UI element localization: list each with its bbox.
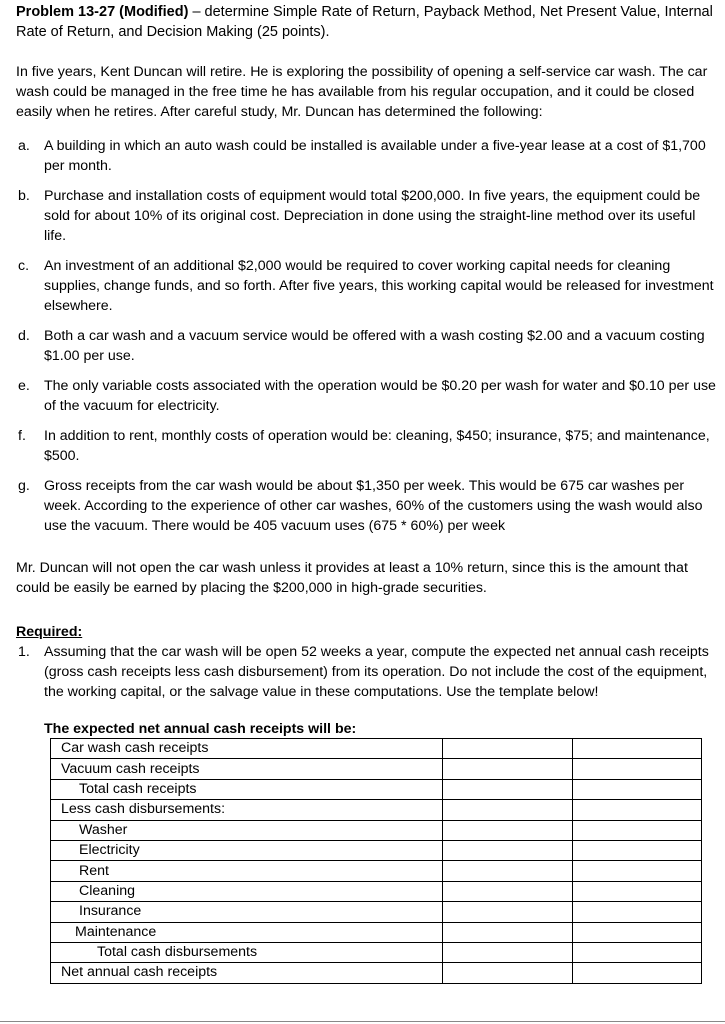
answer-cell[interactable] (443, 739, 572, 759)
closing-paragraph: Mr. Duncan will not open the car wash unless it provides at least a 10% return, since this is the amount that could be easily be earned by placing the $200,000 in high-grade securities. (16, 560, 688, 596)
answer-cell[interactable] (572, 739, 701, 759)
table-row (51, 881, 702, 901)
answer-cell[interactable] (572, 881, 701, 901)
row-label: Cleaning (51, 881, 443, 901)
answer-cell[interactable] (572, 840, 701, 860)
document-page (16, 2, 721, 984)
row-label: Insurance (51, 902, 443, 922)
required-number: 1. (18, 644, 30, 660)
answer-cell[interactable] (443, 800, 572, 820)
table-row (51, 922, 702, 942)
list-text: The only variable costs associated with the operation would be $0.20 per wash for water and $0.10 per use of the vacuum for electricity. (44, 378, 716, 414)
template-heading: The expected net annual cash receipts will be: (44, 721, 357, 737)
table-row (51, 902, 702, 922)
answer-cell[interactable] (572, 800, 701, 820)
required-text: Assuming that the car wash will be open 52 weeks a year, compute the expected net annual cash receipts (gross cash receipts less cash disbursement) from its operation. Do not include the cost of the equipment, the working capital, or the salvage value in these computations. Use the template below! (44, 644, 709, 700)
answer-cell[interactable] (443, 942, 572, 962)
list-text: A building in which an auto wash could be installed is available under a five-year lease at a cost of $1,700 per month. (44, 138, 706, 174)
required-item (16, 642, 721, 702)
answer-cell[interactable] (443, 922, 572, 942)
row-label: Washer (51, 820, 443, 840)
cash-receipts-table (50, 738, 702, 984)
list-letter: f. (18, 428, 26, 444)
list-letter: b. (18, 188, 30, 204)
table-row (51, 800, 702, 820)
list-letter: d. (18, 328, 30, 344)
row-label: Net annual cash receipts (51, 963, 443, 983)
list-text: In addition to rent, monthly costs of operation would be: cleaning, $450; insurance, $75; and maintenance, $500. (44, 428, 710, 464)
facts-list (16, 136, 721, 536)
list-item (16, 136, 721, 176)
answer-cell[interactable] (572, 779, 701, 799)
answer-cell[interactable] (572, 942, 701, 962)
answer-cell[interactable] (443, 963, 572, 983)
list-item (16, 256, 721, 316)
problem-title (16, 2, 721, 42)
list-text: An investment of an additional $2,000 would be required to cover working capital needs for cleaning supplies, change funds, and so forth. After five years, this working capital would be released for investment elsewhere. (44, 258, 714, 314)
answer-cell[interactable] (572, 922, 701, 942)
list-text: Gross receipts from the car wash would be about $1,350 per week. This would be 675 car washes per week. According to the experience of other car washes, 60% of the customers using the wash would also use the vacuum. There would be 405 vacuum uses (675 * 60%) per week (44, 478, 703, 534)
list-text: Purchase and installation costs of equipment would total $200,000. In five years, the equipment could be sold for about 10% of its original cost. Depreciation in done using the straight-line method over its useful life. (44, 188, 701, 244)
answer-cell[interactable] (572, 759, 701, 779)
answer-cell[interactable] (572, 861, 701, 881)
answer-cell[interactable] (572, 963, 701, 983)
answer-cell[interactable] (443, 779, 572, 799)
table-row (51, 759, 702, 779)
row-label: Maintenance (51, 922, 443, 942)
answer-cell[interactable] (572, 902, 701, 922)
list-item (16, 376, 721, 416)
answer-cell[interactable] (443, 820, 572, 840)
row-label: Vacuum cash receipts (51, 759, 443, 779)
table-row (51, 840, 702, 860)
table-row (51, 739, 702, 759)
list-item (16, 476, 721, 536)
required-heading: Required: (16, 624, 83, 640)
list-letter: g. (18, 478, 30, 494)
answer-cell[interactable] (572, 820, 701, 840)
intro-paragraph: In five years, Kent Duncan will retire. He is exploring the possibility of opening a self-service car wash. The car wash could be managed in the free time he has available from his regular occupation, and it could be closed easily when he retires. After careful study, Mr. Duncan has determined the following: (16, 64, 708, 120)
answer-cell[interactable] (443, 902, 572, 922)
answer-cell[interactable] (443, 840, 572, 860)
row-label: Less cash disbursements: (51, 800, 443, 820)
answer-cell[interactable] (443, 861, 572, 881)
table-row (51, 963, 702, 983)
problem-label: Problem 13-27 (Modified) (16, 4, 189, 20)
list-letter: a. (18, 138, 30, 154)
list-item (16, 186, 721, 246)
row-label: Car wash cash receipts (51, 739, 443, 759)
list-item (16, 326, 721, 366)
table-row (51, 861, 702, 881)
table-row (51, 820, 702, 840)
answer-cell[interactable] (443, 759, 572, 779)
row-label: Rent (51, 861, 443, 881)
problem-title-rest: – determine Simple Rate of Return, Payback Method, Net Present Value, Internal Rate of Return, and Decision Making (25 points). (16, 4, 713, 40)
row-label: Total cash disbursements (51, 942, 443, 962)
row-label: Total cash receipts (51, 779, 443, 799)
page-bottom-divider (0, 1021, 725, 1022)
list-letter: c. (18, 258, 30, 274)
list-text: Both a car wash and a vacuum service would be offered with a wash costing $2.00 and a vacuum costing $1.00 per use. (44, 328, 705, 364)
table-row (51, 942, 702, 962)
list-item (16, 426, 721, 466)
list-letter: e. (18, 378, 30, 394)
row-label: Electricity (51, 840, 443, 860)
answer-cell[interactable] (443, 881, 572, 901)
table-row (51, 779, 702, 799)
